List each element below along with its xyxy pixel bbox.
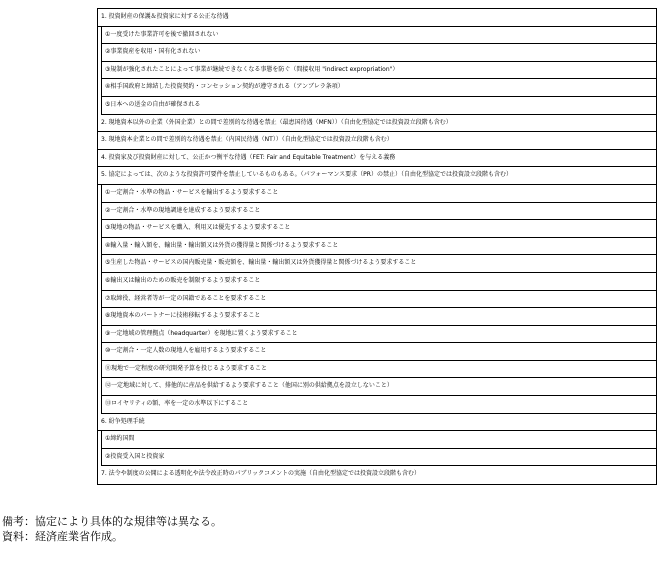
sub-item-row: ②投資受入国と投資家 <box>101 449 656 467</box>
sub-item-row: ⑤生産した物品・サービスの国内販売量・販売額を、輸出量・輸出額又は外貨獲得量と関係づけるよう要求すること <box>101 255 656 273</box>
sub-item-row: ⑬ロイヤリティの額、率を一定の水準以下にすること <box>101 396 656 414</box>
sub-item-row: ②一定割合・水準の現地調達を達成するよう要求すること <box>101 203 656 221</box>
notes <box>2 514 222 544</box>
sub-item-row: ①一度受けた事業許可を後で撤回されない <box>101 27 656 45</box>
sub-item-row: ①一定割合・水準の物品・サービスを輸出するよう要求すること <box>101 185 656 203</box>
sub-item-row: ⑦取締役、経営者等が一定の国籍であることを要求すること <box>101 291 656 309</box>
remark-note: 備考：協定により具体的な規律等は異なる。 <box>2 515 222 528</box>
sub-item-row: ②事業資産を収用・国有化されない <box>101 44 656 62</box>
source-note: 資料：経済産業省作成。 <box>2 530 123 543</box>
sub-item-row: ⑤日本への送金の自由が確保される <box>101 97 656 115</box>
investment-agreement-table <box>97 8 657 485</box>
section-row: 4. 投資家及び投資財産に対して、公正かつ衡平な待遇（FET: Fair and Equitable Treatment）を与える義務 <box>98 150 656 168</box>
sub-item-row: ⑧現地資本のパートナーに技術移転するよう要求すること <box>101 308 656 326</box>
sub-item-row: ③現地の物品・サービスを購入、利用又は優先するよう要求すること <box>101 220 656 238</box>
sub-item-row: ⑨一定地域の管理拠点（headquarter）を現地に置くよう要求すること <box>101 326 656 344</box>
section-row: 3. 現地資本企業との間で差別的な待遇を禁止（内国民待遇（NT））（自由化型協定では投資設立段階も含む） <box>98 132 656 150</box>
section-row: 5. 協定によっては、次のような投資許可要件を禁止しているものもある。（パフォーマンス要求（PR）の禁止）（自由化型協定では投資設立段階も含む） <box>98 167 656 185</box>
sub-item-row: ⑥輸出又は輸出のための販売を制限するよう要求すること <box>101 273 656 291</box>
section-row: 1. 投資財産の保護＆投資家に対する公正な待遇 <box>98 9 656 27</box>
sub-item-row: ③規制が強化されたことによって事業が継続できなくなる事態を防ぐ（間接収用 "indirect expropriation"） <box>101 62 656 80</box>
section-row: 6. 紛争処理手続 <box>98 414 656 432</box>
sub-item-row: ⑩一定割合・一定人数の現地人を雇用するよう要求すること <box>101 343 656 361</box>
section-row: 2. 現地資本以外の企業（外国企業）との間で差別的な待遇を禁止（最恵国待遇（MFN））（自由化型協定では投資設立段階も含む） <box>98 115 656 133</box>
sub-item-row: ①締約国間 <box>101 431 656 449</box>
sub-item-row: ④相手国政府と締結した投資契約・コンセッション契約が遵守される（アンブレラ条項） <box>101 79 656 97</box>
section-row: 7. 法令や制度の公開による透明化や法令改正時のパブリックコメントの実施（自由化型協定では投資設立段階も含む） <box>101 470 421 478</box>
sub-item-row: ⑪現地で一定程度の研究開発予算を投じるよう要求すること <box>101 361 656 379</box>
sub-item-row: ④輸入量・輸入額を、輸出量・輸出額又は外貨の獲得量と関係づけるよう要求すること <box>101 238 656 256</box>
sub-item-row: ⑫一定地域に対して、排他的に産品を供給するよう要求すること（他国に別の供給拠点を設立しないこと） <box>101 378 656 396</box>
